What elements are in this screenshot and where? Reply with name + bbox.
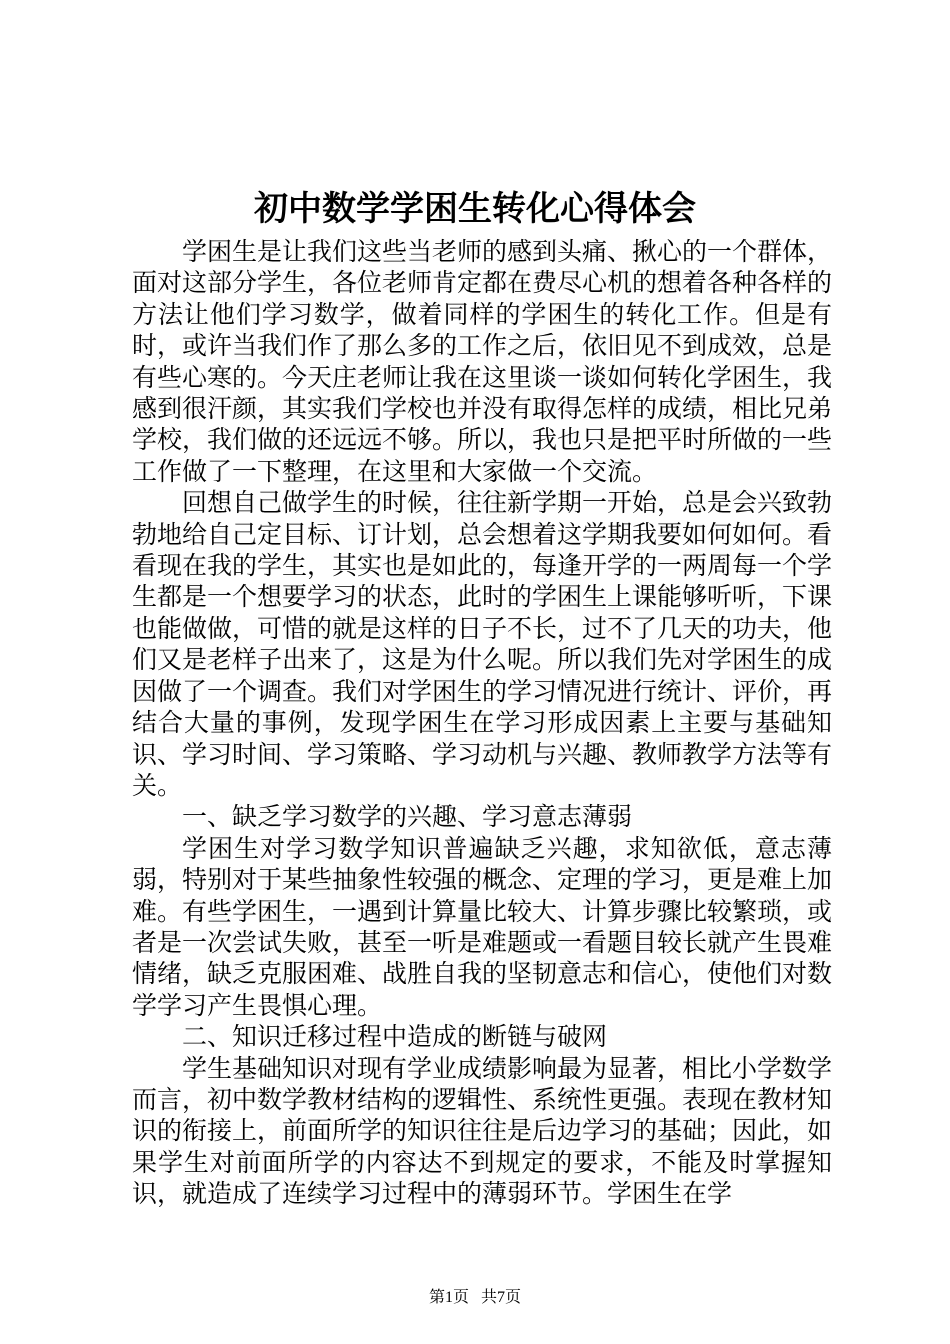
- page-footer: [0, 1284, 950, 1307]
- paragraph: 回想自己做学生的时候，往往新学期一开始，总是会兴致勃勃地给自己定目标、订计划，总会想着这学期我要如何如何。看看现在我的学生，其实也是如此的，每逢开学的一两周每一个学生都是一个想要学习的状态，此时的学困生上课能够听听，下课也能做做，可惜的就是这样的日子不长，过不了几天的功夫，他们又是老样子出来了，这是为什么呢。所以我们先对学困生的成因做了一个调查。我们对学困生的学习情况进行统计、评价，再结合大量的事例，发现学困生在学习形成因素上主要与基础知识、学习时间、学习策略、学习动机与兴趣、教师教学方法等有关。: [132, 488, 833, 800]
- document-title: 初中数学学困生转化心得体会: [254, 189, 696, 229]
- paragraph: 学困生是让我们这些当老师的感到头痛、揪心的一个群体，面对这部分学生，各位老师肯定都在费尽心机的想着各种各样的方法让他们学习数学，做着同样的学困生的转化工作。但是有时，或许当我们作了那么多的工作之后，依旧见不到成效，总是有些心寒的。今天庄老师让我在这里谈一谈如何转化学困生，我感到很汗颜，其实我们学校也并没有取得怎样的成绩，相比兄弟学校，我们做的还远远不够。所以，我也只是把平时所做的一些工作做了一下整理，在这里和大家做一个交流。: [132, 237, 833, 486]
- section-heading: 一、缺乏学习数学的兴趣、学习意志薄弱: [182, 802, 633, 832]
- document-body: [132, 236, 832, 1210]
- paragraph: 学困生对学习数学知识普遍缺乏兴趣，求知欲低，意志薄弱，特别对于某些抽象性较强的概念、定理的学习，更是难上加难。有些学困生，一遇到计算量比较大、计算步骤比较繁琐，或者是一次尝试失败，甚至一听是难题或一看题目较长就产生畏难情绪，缺乏克服困难、战胜自我的坚韧意志和信心，使他们对数学学习产生畏惧心理。: [132, 833, 833, 1020]
- page-number: 第1页: [428, 1289, 469, 1306]
- paragraph: 学生基础知识对现有学业成绩影响最为显著，相比小学数学而言，初中数学教材结构的逻辑性、系统性更强。表现在教材知识的衔接上，前面所学的知识往往是后边学习的基础；因此，如果学生对前面所学的内容达不到规定的要求，不能及时掌握知识，就造成了连续学习过程中的薄弱环节。学困生在学: [132, 1053, 833, 1209]
- page-total: 共7页: [481, 1289, 522, 1306]
- section-heading: 二、知识迁移过程中造成的断链与破网: [182, 1022, 608, 1052]
